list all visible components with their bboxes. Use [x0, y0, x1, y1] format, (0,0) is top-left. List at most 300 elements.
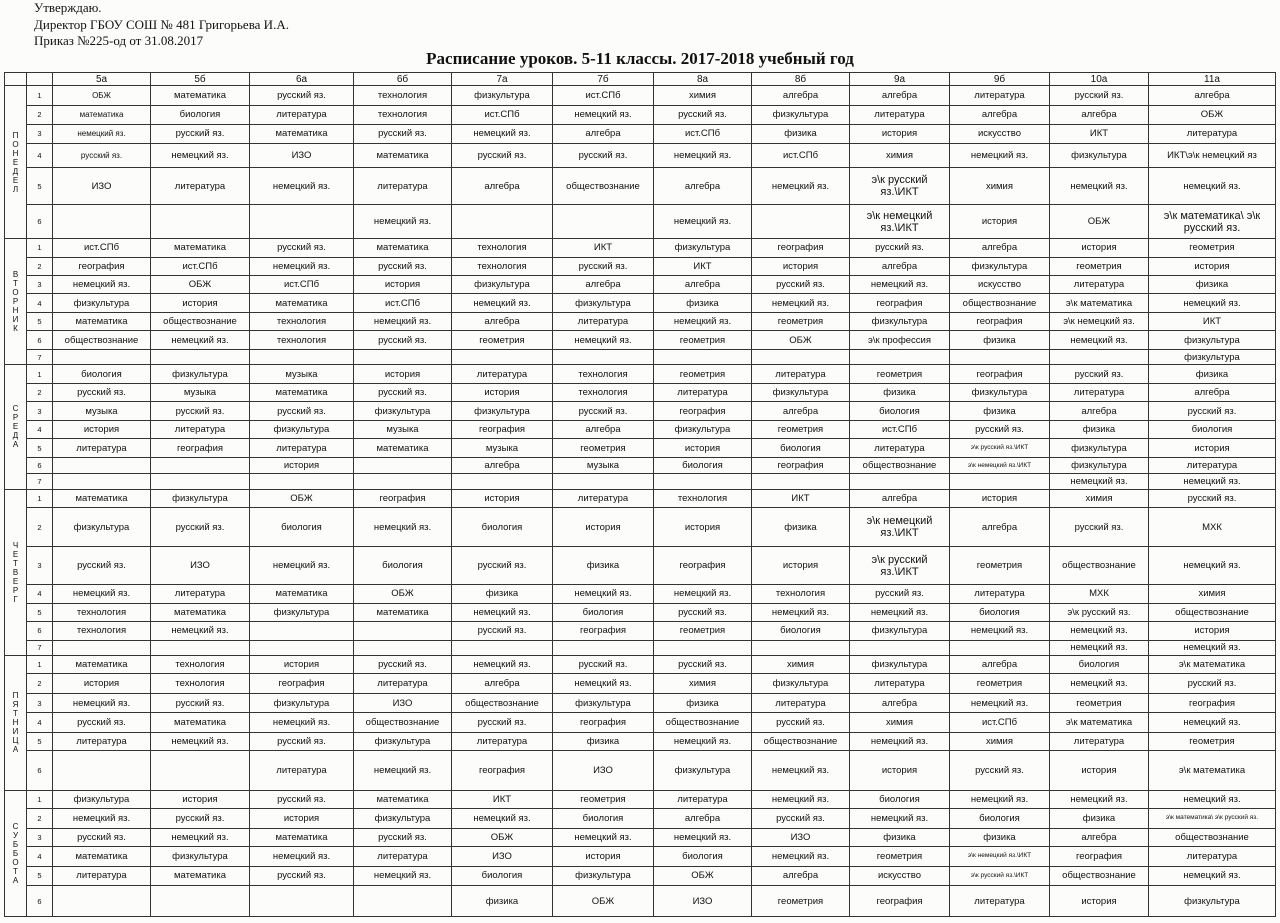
- subject-cell: МХК: [1050, 585, 1149, 603]
- lesson-row: [5, 312, 1276, 330]
- subject-cell: обществознание: [452, 693, 553, 713]
- subject-cell: [354, 474, 452, 489]
- subject-cell: немецкий яз.: [752, 603, 850, 621]
- subject-cell: математика: [250, 828, 354, 846]
- subject-cell: литература: [950, 886, 1050, 917]
- day-letter: Т: [13, 279, 18, 289]
- subject-cell: [151, 886, 250, 917]
- subject-cell: геометрия: [1149, 239, 1276, 257]
- subject-cell: э\к математика\ э\к русский яз.: [1149, 808, 1276, 828]
- lesson-number: 4: [27, 846, 53, 866]
- subject-cell: физика: [850, 383, 950, 401]
- lesson-number: 3: [27, 275, 53, 293]
- subject-cell: технология: [553, 365, 654, 383]
- subject-cell: география: [553, 713, 654, 733]
- subject-cell: немецкий яз.: [950, 143, 1050, 168]
- subject-cell: история: [950, 205, 1050, 239]
- subject-cell: геометрия: [850, 365, 950, 383]
- subject-cell: физика: [1149, 275, 1276, 293]
- subject-cell: [250, 640, 354, 655]
- lesson-number: 6: [27, 622, 53, 640]
- subject-cell: история: [850, 125, 950, 143]
- subject-cell: [950, 349, 1050, 364]
- subject-cell: [553, 349, 654, 364]
- day-letter: О: [12, 857, 19, 867]
- subject-cell: э\к математика: [1149, 655, 1276, 673]
- subject-cell: физкультура: [250, 420, 354, 438]
- subject-cell: литература: [1050, 732, 1149, 750]
- class-header: 8б: [752, 73, 850, 86]
- subject-cell: [250, 886, 354, 917]
- subject-cell: э\к русский яз.\ИКТ: [850, 547, 950, 585]
- subject-cell: немецкий яз.: [1050, 674, 1149, 694]
- subject-cell: ист.СПб: [752, 143, 850, 168]
- lesson-number: 2: [27, 508, 53, 547]
- subject-cell: [850, 349, 950, 364]
- subject-cell: немецкий яз.: [1050, 640, 1149, 655]
- subject-cell: немецкий яз.: [354, 205, 452, 239]
- subject-cell: литература: [354, 846, 452, 866]
- subject-cell: немецкий яз.: [752, 790, 850, 808]
- lesson-row: [5, 349, 1276, 364]
- subject-cell: э\к немецкий яз.\ИКТ: [850, 205, 950, 239]
- subject-cell: немецкий яз.: [850, 808, 950, 828]
- subject-cell: технология: [354, 105, 452, 125]
- lesson-row: [5, 508, 1276, 547]
- subject-cell: биология: [53, 365, 151, 383]
- page-title: Расписание уроков. 5-11 классы. 2017-2018 учебный год: [426, 49, 854, 68]
- subject-cell: немецкий яз.: [1050, 790, 1149, 808]
- subject-cell: немецкий яз.: [1149, 640, 1276, 655]
- subject-cell: русский яз.: [53, 713, 151, 733]
- subject-cell: русский яз.: [151, 402, 250, 420]
- lesson-row: [5, 474, 1276, 489]
- subject-cell: русский яз.: [1050, 508, 1149, 547]
- subject-cell: биология: [151, 105, 250, 125]
- subject-cell: [452, 474, 553, 489]
- day-letter: И: [12, 727, 19, 737]
- subject-cell: немецкий яз.: [1050, 474, 1149, 489]
- subject-cell: математика: [354, 790, 452, 808]
- subject-cell: обществознание: [1149, 603, 1276, 621]
- subject-cell: алгебра: [452, 312, 553, 330]
- subject-cell: немецкий яз.: [950, 790, 1050, 808]
- day-letter: О: [12, 288, 19, 298]
- subject-cell: ИЗО: [452, 846, 553, 866]
- subject-cell: геометрия: [654, 365, 752, 383]
- subject-cell: геометрия: [654, 331, 752, 349]
- subject-cell: геометрия: [950, 674, 1050, 694]
- subject-cell: история: [151, 790, 250, 808]
- subject-cell: обществознание: [654, 713, 752, 733]
- subject-cell: литература: [1149, 125, 1276, 143]
- day-letter: Д: [12, 431, 19, 441]
- day-letter: О: [12, 139, 19, 149]
- subject-cell: русский яз.: [151, 693, 250, 713]
- subject-cell: э\к немецкий яз.: [1050, 312, 1149, 330]
- subject-cell: [452, 640, 553, 655]
- subject-cell: ИЗО: [53, 168, 151, 205]
- subject-cell: ОБЖ: [354, 585, 452, 603]
- subject-cell: немецкий яз.: [151, 143, 250, 168]
- subject-cell: физика: [1149, 365, 1276, 383]
- lesson-number: 5: [27, 439, 53, 457]
- subject-cell: русский яз.: [250, 239, 354, 257]
- subject-cell: математика: [53, 312, 151, 330]
- subject-cell: немецкий яз.: [250, 257, 354, 275]
- subject-cell: немецкий яз.: [654, 143, 752, 168]
- subject-cell: технология: [53, 603, 151, 621]
- subject-cell: алгебра: [752, 866, 850, 886]
- subject-cell: физкультура: [452, 86, 553, 106]
- subject-cell: физика: [752, 508, 850, 547]
- subject-cell: немецкий яз.: [553, 828, 654, 846]
- lesson-row: [5, 383, 1276, 401]
- subject-cell: география: [1149, 693, 1276, 713]
- day-name-cell: [5, 790, 27, 917]
- subject-cell: немецкий яз.: [250, 168, 354, 205]
- subject-cell: физкультура: [354, 402, 452, 420]
- day-letter: Ц: [12, 736, 19, 746]
- subject-cell: биология: [250, 508, 354, 547]
- subject-cell: ИКТ: [1149, 312, 1276, 330]
- lesson-number: 7: [27, 474, 53, 489]
- class-header: 6а: [250, 73, 354, 86]
- lesson-number: 2: [27, 105, 53, 125]
- day-name-cell: [5, 86, 27, 239]
- subject-cell: математика: [151, 866, 250, 886]
- subject-cell: обществознание: [950, 294, 1050, 312]
- subject-cell: физкультура: [553, 294, 654, 312]
- lesson-number: 4: [27, 420, 53, 438]
- subject-cell: русский яз.: [53, 143, 151, 168]
- subject-cell: алгебра: [553, 125, 654, 143]
- subject-cell: [151, 751, 250, 790]
- lesson-number: 3: [27, 547, 53, 585]
- subject-cell: русский яз.: [1050, 365, 1149, 383]
- lesson-number: 7: [27, 349, 53, 364]
- class-header-row: [5, 73, 1276, 86]
- subject-cell: физика: [752, 125, 850, 143]
- subject-cell: химия: [1050, 489, 1149, 507]
- subject-cell: немецкий яз.: [654, 585, 752, 603]
- lesson-row: [5, 275, 1276, 293]
- day-letter: Р: [12, 297, 19, 307]
- subject-cell: математика: [53, 489, 151, 507]
- subject-cell: немецкий яз.: [1149, 866, 1276, 886]
- subject-cell: ист.СПб: [452, 105, 553, 125]
- subject-cell: геометрия: [850, 846, 950, 866]
- subject-cell: биология: [950, 603, 1050, 621]
- day-letter: Е: [12, 422, 19, 432]
- subject-cell: немецкий яз.: [752, 751, 850, 790]
- subject-cell: история: [1149, 622, 1276, 640]
- order-line: Приказ №225-од от 31.08.2017: [34, 33, 204, 48]
- day-letter: А: [12, 440, 19, 450]
- subject-cell: [950, 474, 1050, 489]
- subject-cell: физкультура: [1050, 439, 1149, 457]
- subject-cell: история: [752, 547, 850, 585]
- subject-cell: география: [654, 402, 752, 420]
- subject-cell: физкультура: [1149, 886, 1276, 917]
- subject-cell: русский яз.: [1149, 402, 1276, 420]
- subject-cell: [250, 622, 354, 640]
- subject-cell: математика: [250, 383, 354, 401]
- subject-cell: алгебра: [752, 402, 850, 420]
- day-letter: Е: [12, 175, 19, 185]
- subject-cell: география: [354, 489, 452, 507]
- subject-cell: ИКТ: [1050, 125, 1149, 143]
- subject-cell: немецкий яз.: [250, 547, 354, 585]
- subject-cell: [250, 349, 354, 364]
- subject-cell: русский яз.: [553, 402, 654, 420]
- subject-cell: ИКТ: [654, 257, 752, 275]
- subject-cell: [354, 457, 452, 473]
- subject-cell: [53, 474, 151, 489]
- subject-cell: немецкий яз.: [1149, 547, 1276, 585]
- lesson-row: [5, 402, 1276, 420]
- subject-cell: физика: [553, 547, 654, 585]
- subject-cell: искусство: [950, 275, 1050, 293]
- subject-cell: литература: [452, 732, 553, 750]
- subject-cell: [452, 349, 553, 364]
- subject-cell: литература: [654, 383, 752, 401]
- subject-cell: музыка: [354, 420, 452, 438]
- subject-cell: ИЗО: [553, 751, 654, 790]
- subject-cell: алгебра: [452, 457, 553, 473]
- subject-cell: [53, 457, 151, 473]
- lesson-row: [5, 886, 1276, 917]
- subject-cell: литература: [250, 439, 354, 457]
- subject-cell: МХК: [1149, 508, 1276, 547]
- lesson-number: 2: [27, 808, 53, 828]
- subject-cell: литература: [850, 674, 950, 694]
- subject-cell: физика: [950, 828, 1050, 846]
- lesson-row: [5, 457, 1276, 473]
- lesson-number: 5: [27, 603, 53, 621]
- subject-cell: русский яз.: [53, 547, 151, 585]
- subject-cell: русский яз.: [151, 125, 250, 143]
- subject-cell: литература: [950, 585, 1050, 603]
- subject-cell: биология: [553, 603, 654, 621]
- subject-cell: алгебра: [1149, 86, 1276, 106]
- lesson-number: 3: [27, 402, 53, 420]
- director-line: Директор ГБОУ СОШ № 481 Григорьева И.А.: [34, 16, 289, 32]
- lesson-row: [5, 655, 1276, 673]
- lesson-row: [5, 168, 1276, 205]
- subject-cell: ист.СПб: [53, 239, 151, 257]
- subject-cell: алгебра: [1050, 828, 1149, 846]
- subject-cell: математика: [354, 239, 452, 257]
- subject-cell: математика: [354, 143, 452, 168]
- subject-cell: история: [354, 365, 452, 383]
- lesson-number: 5: [27, 866, 53, 886]
- day-letter: У: [12, 830, 19, 840]
- subject-cell: русский яз.: [1050, 86, 1149, 106]
- subject-cell: география: [151, 439, 250, 457]
- subject-cell: немецкий яз.: [250, 846, 354, 866]
- subject-cell: физкультура: [553, 866, 654, 886]
- lesson-number: 3: [27, 828, 53, 846]
- subject-cell: физкультура: [1050, 457, 1149, 473]
- subject-cell: биология: [850, 790, 950, 808]
- subject-cell: обществознание: [354, 713, 452, 733]
- day-name-cell: [5, 489, 27, 655]
- subject-cell: э\к профессия: [850, 331, 950, 349]
- subject-cell: русский яз.: [354, 257, 452, 275]
- subject-cell: немецкий яз.: [553, 585, 654, 603]
- day-letter: С: [12, 404, 19, 414]
- subject-cell: история: [1149, 257, 1276, 275]
- subject-cell: немецкий яз.: [53, 125, 151, 143]
- subject-cell: химия: [850, 713, 950, 733]
- subject-cell: технология: [151, 655, 250, 673]
- subject-cell: физкультура: [452, 402, 553, 420]
- subject-cell: физкультура: [752, 105, 850, 125]
- subject-cell: искусство: [950, 125, 1050, 143]
- subject-cell: немецкий яз.: [553, 674, 654, 694]
- subject-cell: физкультура: [151, 489, 250, 507]
- subject-cell: математика: [151, 239, 250, 257]
- subject-cell: география: [850, 294, 950, 312]
- lesson-number: 2: [27, 257, 53, 275]
- lesson-number: 4: [27, 585, 53, 603]
- subject-cell: [553, 640, 654, 655]
- subject-cell: ОБЖ: [53, 86, 151, 106]
- day-letter: В: [12, 567, 19, 577]
- subject-cell: [553, 205, 654, 239]
- subject-cell: музыка: [452, 439, 553, 457]
- subject-cell: физкультура: [752, 674, 850, 694]
- subject-cell: история: [151, 294, 250, 312]
- subject-cell: алгебра: [752, 86, 850, 106]
- subject-cell: алгебра: [553, 275, 654, 293]
- lesson-row: [5, 713, 1276, 733]
- subject-cell: немецкий яз.: [452, 603, 553, 621]
- subject-cell: немецкий яз.: [752, 846, 850, 866]
- class-header: 9б: [950, 73, 1050, 86]
- subject-cell: русский яз.: [950, 751, 1050, 790]
- subject-cell: обществознание: [553, 168, 654, 205]
- subject-cell: русский яз.: [53, 383, 151, 401]
- subject-cell: физкультура: [654, 751, 752, 790]
- day-letter: П: [12, 130, 19, 140]
- subject-cell: физкультура: [354, 732, 452, 750]
- subject-cell: физкультура: [1149, 331, 1276, 349]
- day-letter: Т: [13, 709, 18, 719]
- subject-cell: русский яз.: [654, 655, 752, 673]
- approval-block: [34, 0, 289, 50]
- subject-cell: биология: [553, 808, 654, 828]
- subject-cell: математика: [53, 105, 151, 125]
- lesson-row: [5, 239, 1276, 257]
- subject-cell: физкультура: [752, 383, 850, 401]
- lesson-number: 2: [27, 383, 53, 401]
- subject-cell: [151, 205, 250, 239]
- class-header: 10а: [1050, 73, 1149, 86]
- schedule-table: [4, 72, 1276, 917]
- subject-cell: немецкий яз.: [1149, 294, 1276, 312]
- subject-cell: немецкий яз.: [151, 622, 250, 640]
- subject-cell: технология: [250, 312, 354, 330]
- subject-cell: [354, 349, 452, 364]
- subject-cell: биология: [752, 622, 850, 640]
- subject-cell: геометрия: [654, 622, 752, 640]
- subject-cell: немецкий яз.: [1050, 622, 1149, 640]
- subject-cell: обществознание: [850, 457, 950, 473]
- subject-cell: искусство: [850, 866, 950, 886]
- lesson-number: 3: [27, 125, 53, 143]
- subject-cell: химия: [950, 168, 1050, 205]
- subject-cell: русский яз.: [354, 125, 452, 143]
- subject-cell: русский яз.: [250, 402, 354, 420]
- subject-cell: алгебра: [850, 257, 950, 275]
- subject-cell: немецкий яз.: [1149, 474, 1276, 489]
- day-letter: Е: [12, 549, 19, 559]
- subject-cell: э\к русский яз.\ИКТ: [950, 439, 1050, 457]
- subject-cell: немецкий яз.: [53, 693, 151, 713]
- subject-cell: математика: [53, 846, 151, 866]
- day-name-cell: [5, 239, 27, 365]
- subject-cell: математика: [250, 125, 354, 143]
- subject-cell: физкультура: [53, 790, 151, 808]
- subject-cell: ист.СПб: [553, 86, 654, 106]
- lesson-number: 2: [27, 674, 53, 694]
- lesson-number: 4: [27, 713, 53, 733]
- subject-cell: алгебра: [654, 168, 752, 205]
- subject-cell: ОБЖ: [1149, 105, 1276, 125]
- subject-cell: русский яз.: [452, 622, 553, 640]
- subject-cell: физкультура: [850, 622, 950, 640]
- subject-cell: физкультура: [950, 383, 1050, 401]
- subject-cell: литература: [250, 751, 354, 790]
- subject-cell: история: [553, 508, 654, 547]
- subject-cell: [850, 474, 950, 489]
- subject-cell: ист.СПб: [950, 713, 1050, 733]
- day-letter: В: [12, 270, 19, 280]
- subject-cell: литература: [950, 86, 1050, 106]
- subject-cell: алгебра: [850, 693, 950, 713]
- day-name-cell: [5, 655, 27, 790]
- subject-cell: э\к русский яз.\ИКТ: [850, 168, 950, 205]
- subject-cell: [452, 205, 553, 239]
- subject-cell: обществознание: [1050, 547, 1149, 585]
- subject-cell: немецкий яз.: [654, 312, 752, 330]
- subject-cell: [654, 349, 752, 364]
- subject-cell: литература: [1149, 846, 1276, 866]
- subject-cell: [354, 886, 452, 917]
- subject-cell: [53, 751, 151, 790]
- subject-cell: геометрия: [950, 547, 1050, 585]
- subject-cell: математика: [250, 294, 354, 312]
- subject-cell: физкультура: [53, 508, 151, 547]
- subject-cell: немецкий яз.: [1050, 168, 1149, 205]
- subject-cell: литература: [1149, 457, 1276, 473]
- subject-cell: русский яз.: [53, 828, 151, 846]
- day-letter: И: [12, 315, 19, 325]
- subject-cell: русский яз.: [752, 713, 850, 733]
- subject-cell: [53, 349, 151, 364]
- subject-cell: литература: [1050, 383, 1149, 401]
- subject-cell: биология: [1050, 655, 1149, 673]
- subject-cell: технология: [654, 489, 752, 507]
- subject-cell: э\к математика: [1050, 294, 1149, 312]
- approval-line: Утверждаю.: [34, 0, 102, 15]
- lesson-row: [5, 790, 1276, 808]
- day-name-cell: [5, 365, 27, 489]
- subject-cell: геометрия: [452, 331, 553, 349]
- subject-cell: история: [1149, 439, 1276, 457]
